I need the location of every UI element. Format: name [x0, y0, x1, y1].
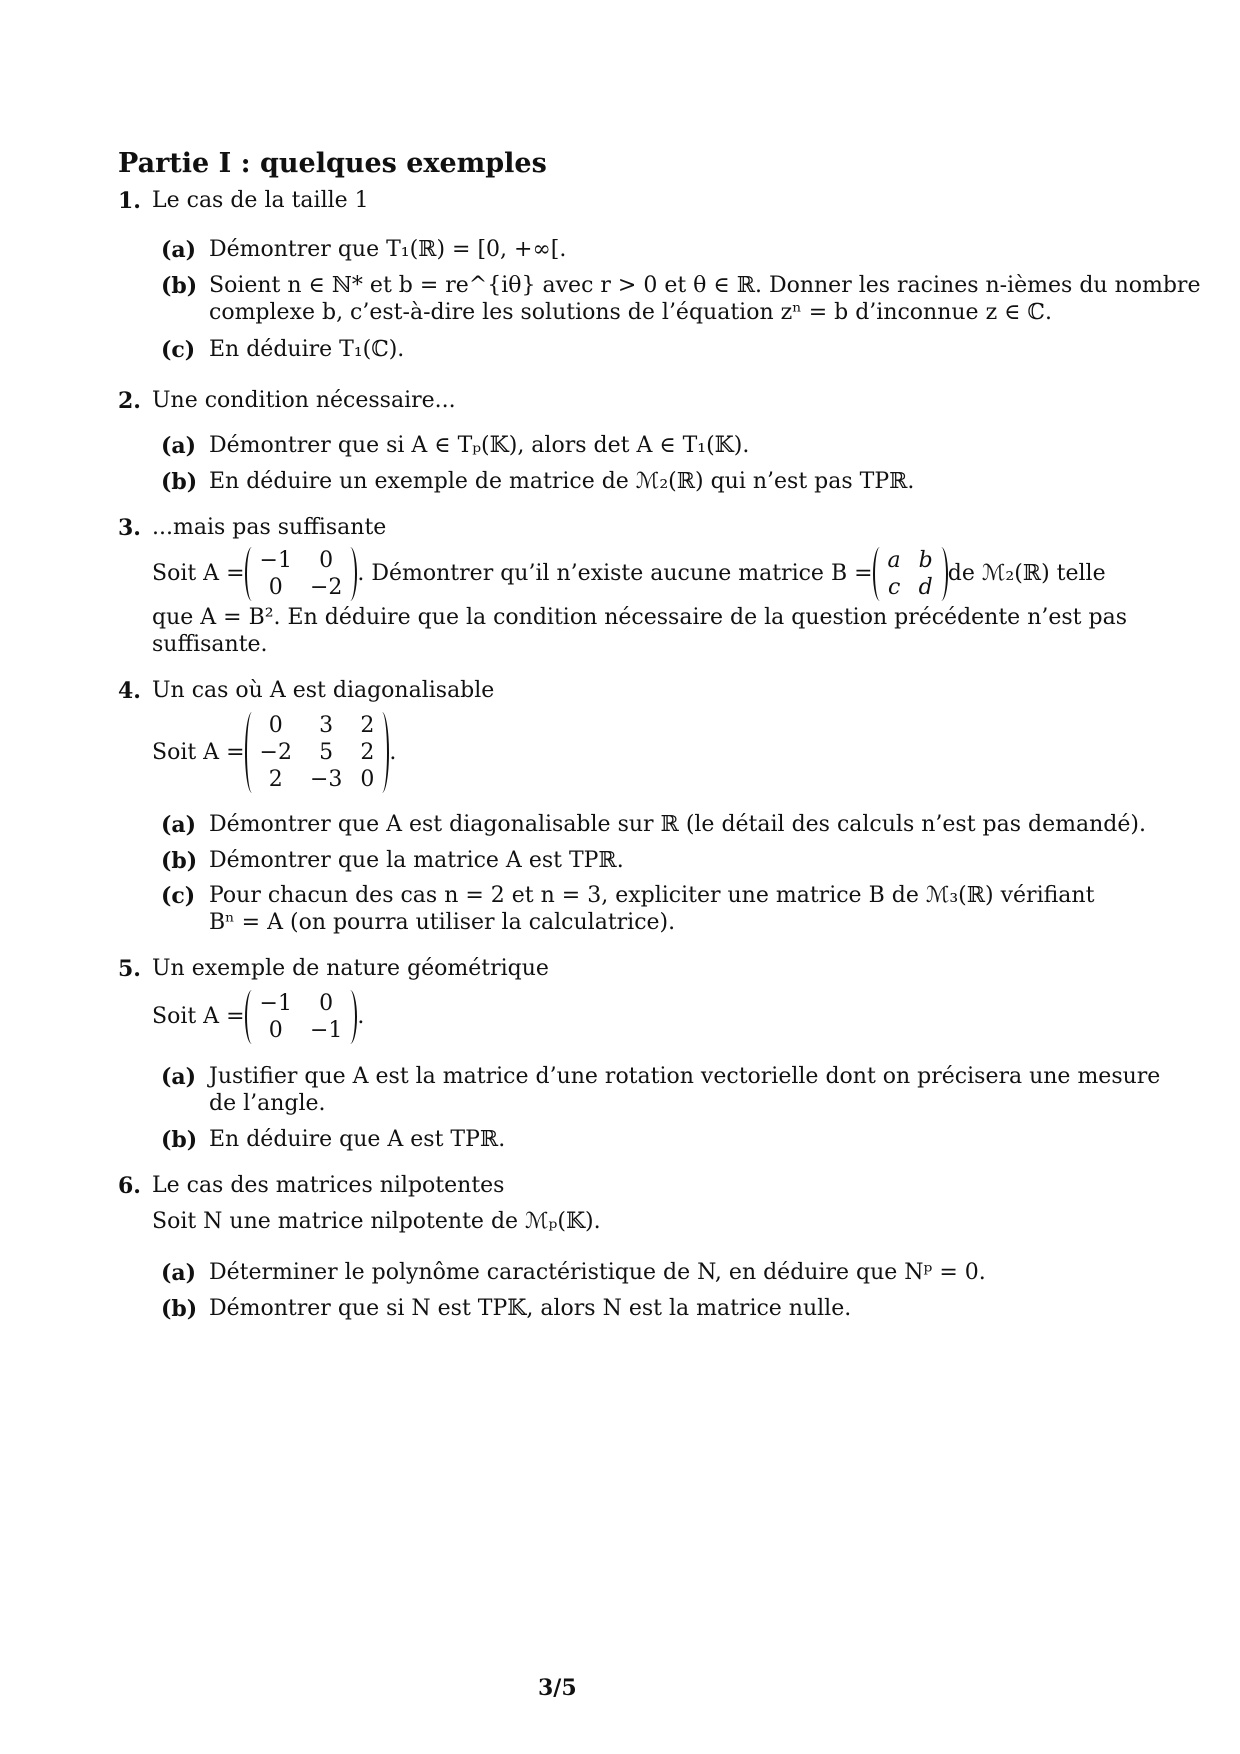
- q4-period: .: [389, 739, 397, 765]
- q2-b-label: (b): [161, 469, 198, 495]
- q1-a-text: Démontrer que T₁(ℝ) = [0, +∞[.: [209, 237, 567, 262]
- q2-a-label: (a): [161, 433, 197, 459]
- question-4-number: 4.: [118, 678, 141, 704]
- q5-a-label: (a): [161, 1064, 197, 1090]
- question-5-number: 5.: [118, 956, 141, 982]
- question-2-title: Une condition nécessaire...: [152, 388, 456, 413]
- question-3-number: 3.: [118, 515, 141, 541]
- question-6-number: 6.: [118, 1173, 141, 1199]
- document-page: [118, 0, 1201, 1754]
- q3-after-b: de ℳ₂(ℝ) telle: [947, 561, 1106, 586]
- q5-a-line1: Justifier que A est la matrice d’une rotation vectorielle dont on précisera une mesure: [209, 1064, 1161, 1089]
- q3-statement-line3: suffisante.: [152, 632, 268, 657]
- q2-a-text: Démontrer que si A ∈ Tₚ(𝕂), alors det A ∈ T₁(𝕂).: [209, 433, 750, 458]
- q6-a-text: Déterminer le polynôme caractéristique de N, en déduire que Nᵖ = 0.: [209, 1260, 986, 1285]
- q4-a-text: Démontrer que A est diagonalisable sur ℝ (le détail des calculs n’est pas demandé).: [209, 812, 1146, 837]
- matrix-cell: −2: [259, 740, 292, 765]
- matrix-cell: −2: [309, 575, 343, 600]
- q1-b-line1: Soient n ∈ ℕ* et b = re^{iθ} avec r > 0 et θ ∈ ℝ. Donner les racines n-ièmes du nombre: [209, 273, 1201, 298]
- q6-b-label: (b): [161, 1296, 198, 1322]
- q5-b-label: (b): [161, 1127, 198, 1153]
- matrix-cell: 5: [319, 740, 334, 765]
- right-paren: [343, 990, 357, 1044]
- q3-matrix-a: [251, 547, 352, 601]
- matrix-cell: 2: [360, 713, 375, 738]
- question-5-title: Un exemple de nature géométrique: [152, 956, 549, 981]
- q3-statement-line1: [152, 547, 1106, 601]
- page-number: 3/5: [538, 1675, 577, 1701]
- q1-b-label: (b): [161, 273, 198, 299]
- q3-matrix-b: [879, 547, 942, 601]
- matrix-cell: 0: [360, 767, 375, 792]
- q5-statement: [152, 990, 364, 1044]
- q5-soit: Soit A =: [152, 1004, 245, 1029]
- q3-statement-line2: que A = B². En déduire que la condition nécessaire de la question précédente n’est pas: [152, 605, 1127, 630]
- q4-c-line2: Bⁿ = A (on pourra utiliser la calculatrice).: [209, 910, 676, 935]
- q1-b-line2: complexe b, c’est-à-dire les solutions de l’équation zⁿ = b d’inconnue z ∈ ℂ.: [209, 300, 1052, 325]
- right-paren: [343, 547, 357, 601]
- q1-a-label: (a): [161, 237, 197, 263]
- matrix-cell: c: [887, 575, 901, 600]
- q5-b-text: En déduire que A est TPℝ.: [209, 1127, 506, 1152]
- right-paren: [375, 712, 389, 793]
- right-paren: [934, 547, 948, 601]
- q4-a-label: (a): [161, 812, 197, 838]
- section-title: Partie I : quelques exemples: [118, 148, 547, 179]
- matrix-cell: 0: [268, 1018, 283, 1043]
- matrix-cell: 2: [268, 767, 283, 792]
- matrix-cell: 2: [360, 740, 375, 765]
- q4-c-label: (c): [161, 883, 196, 909]
- q5-a-line2: de l’angle.: [209, 1091, 326, 1116]
- q4-b-text: Démontrer que la matrice A est TPℝ.: [209, 848, 624, 873]
- left-paren: [873, 547, 887, 601]
- matrix-cell: 0: [319, 991, 334, 1016]
- matrix-cell: a: [887, 548, 901, 573]
- matrix-cell: −3: [309, 767, 343, 792]
- q5-period: .: [357, 1004, 365, 1029]
- question-1-number: 1.: [118, 188, 141, 214]
- q1-c-text: En déduire T₁(ℂ).: [209, 337, 405, 362]
- q4-soit: Soit A =: [152, 739, 245, 765]
- matrix-cell: −1: [259, 991, 292, 1016]
- matrix-cell: 0: [268, 575, 283, 600]
- question-6-title: Le cas des matrices nilpotentes: [152, 1173, 505, 1198]
- matrix-cell: b: [918, 548, 933, 573]
- left-paren: [245, 712, 259, 793]
- question-2-number: 2.: [118, 388, 141, 414]
- q2-b-text: En déduire un exemple de matrice de ℳ₂(ℝ) qui n’est pas TPℝ.: [209, 469, 915, 494]
- q3-after-a: . Démontrer qu’il n’existe aucune matrice B =: [357, 561, 873, 586]
- q5-matrix-a: [251, 990, 352, 1044]
- matrix-cell: −1: [309, 1018, 343, 1043]
- matrix-cell: 3: [319, 713, 334, 738]
- q4-statement: [152, 712, 396, 793]
- q1-c-label: (c): [161, 337, 196, 363]
- question-3-title: ...mais pas suffisante: [152, 515, 387, 540]
- q6-a-label: (a): [161, 1260, 197, 1286]
- matrix-cell: 0: [268, 713, 283, 738]
- question-4-title: Un cas où A est diagonalisable: [152, 678, 495, 703]
- matrix-cell: d: [918, 575, 933, 600]
- q4-b-label: (b): [161, 848, 198, 874]
- left-paren: [245, 990, 259, 1044]
- q6-intro: Soit N une matrice nilpotente de ℳₚ(𝕂).: [152, 1209, 601, 1234]
- q4-matrix-a: [251, 712, 384, 793]
- matrix-cell: −1: [259, 548, 292, 573]
- q6-b-text: Démontrer que si N est TP𝕂, alors N est la matrice nulle.: [209, 1296, 852, 1321]
- left-paren: [245, 547, 259, 601]
- q3-soit: Soit A =: [152, 561, 245, 586]
- question-1-title: Le cas de la taille 1: [152, 188, 369, 213]
- q4-c-line1: Pour chacun des cas n = 2 et n = 3, expliciter une matrice B de ℳ₃(ℝ) vérifiant: [209, 883, 1095, 908]
- matrix-cell: 0: [319, 548, 334, 573]
